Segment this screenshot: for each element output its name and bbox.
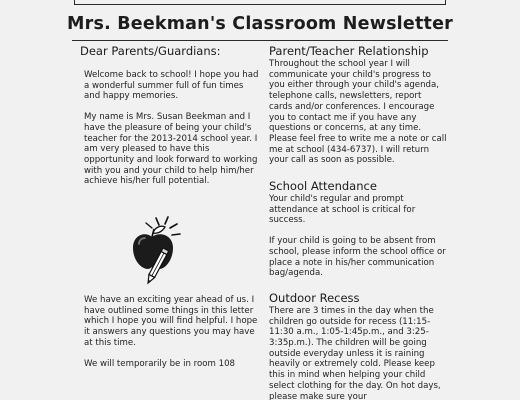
title-divider: [72, 40, 448, 41]
outdoor-recess-paragraph: There are 3 times in the day when the children go outside for recess (11:15-11:30 a.m., 1:05-1:45p.m., and 3:25-3:35p.m.). The children will be going outside everyday unless it is raining heavily or extremely cold. Please keep this in mind when helping your child select clothing for the day. On hot days, please make sure your: [269, 305, 441, 400]
introduction-paragraph: My name is Mrs. Susan Beekman and I have the pleasure of being your child's teacher for the 2013-2014 school year. I am very pleased to have this opportunity and look forward to working with you and your child to help him/her achieve his/her full potential.: [84, 112, 258, 187]
room-paragraph: We will temporarily be in room 108: [84, 358, 236, 369]
left-column: [80, 44, 262, 369]
attendance-paragraph-1: Your child's regular and prompt attendance at school is critical for success.: [269, 194, 416, 226]
welcome-paragraph: Welcome back to school! I hope you had a wonderful summer full of fun times and happy memories.: [84, 70, 259, 102]
parent-teacher-paragraph: Throughout the school year I will communicate your child's progress to you either through your child's agenda, telephone calls, newsletters, report cards and/or conferences. I encourage you to contact me if you have any questions or concerns, at any time. Please feel free to write me a note or call me at school (434-6737). I will return your call as soon as possible.: [269, 59, 447, 166]
exciting-year-paragraph: We have an exciting year ahead of us. I have outlined some things in this letter which I hope you will find helpful. I hope it answers any questions you may have at this time.: [84, 295, 258, 348]
greeting-heading: Dear Parents/Guardians:: [80, 44, 221, 58]
apple-and-pencil-icon: [129, 215, 199, 285]
newsletter-title: Mrs. Beekman's Classroom Newsletter: [67, 14, 453, 34]
right-column: [269, 44, 447, 400]
parent-teacher-heading: Parent/Teacher Relationship: [269, 44, 429, 58]
school-attendance-heading: School Attendance: [269, 179, 377, 194]
top-border-bar: [74, 0, 446, 5]
attendance-paragraph-2: If your child is going to be absent from school, please inform the school office or place a note in his/her communication bag/agenda.: [269, 236, 446, 279]
outdoor-recess-heading: Outdoor Recess: [269, 290, 360, 305]
